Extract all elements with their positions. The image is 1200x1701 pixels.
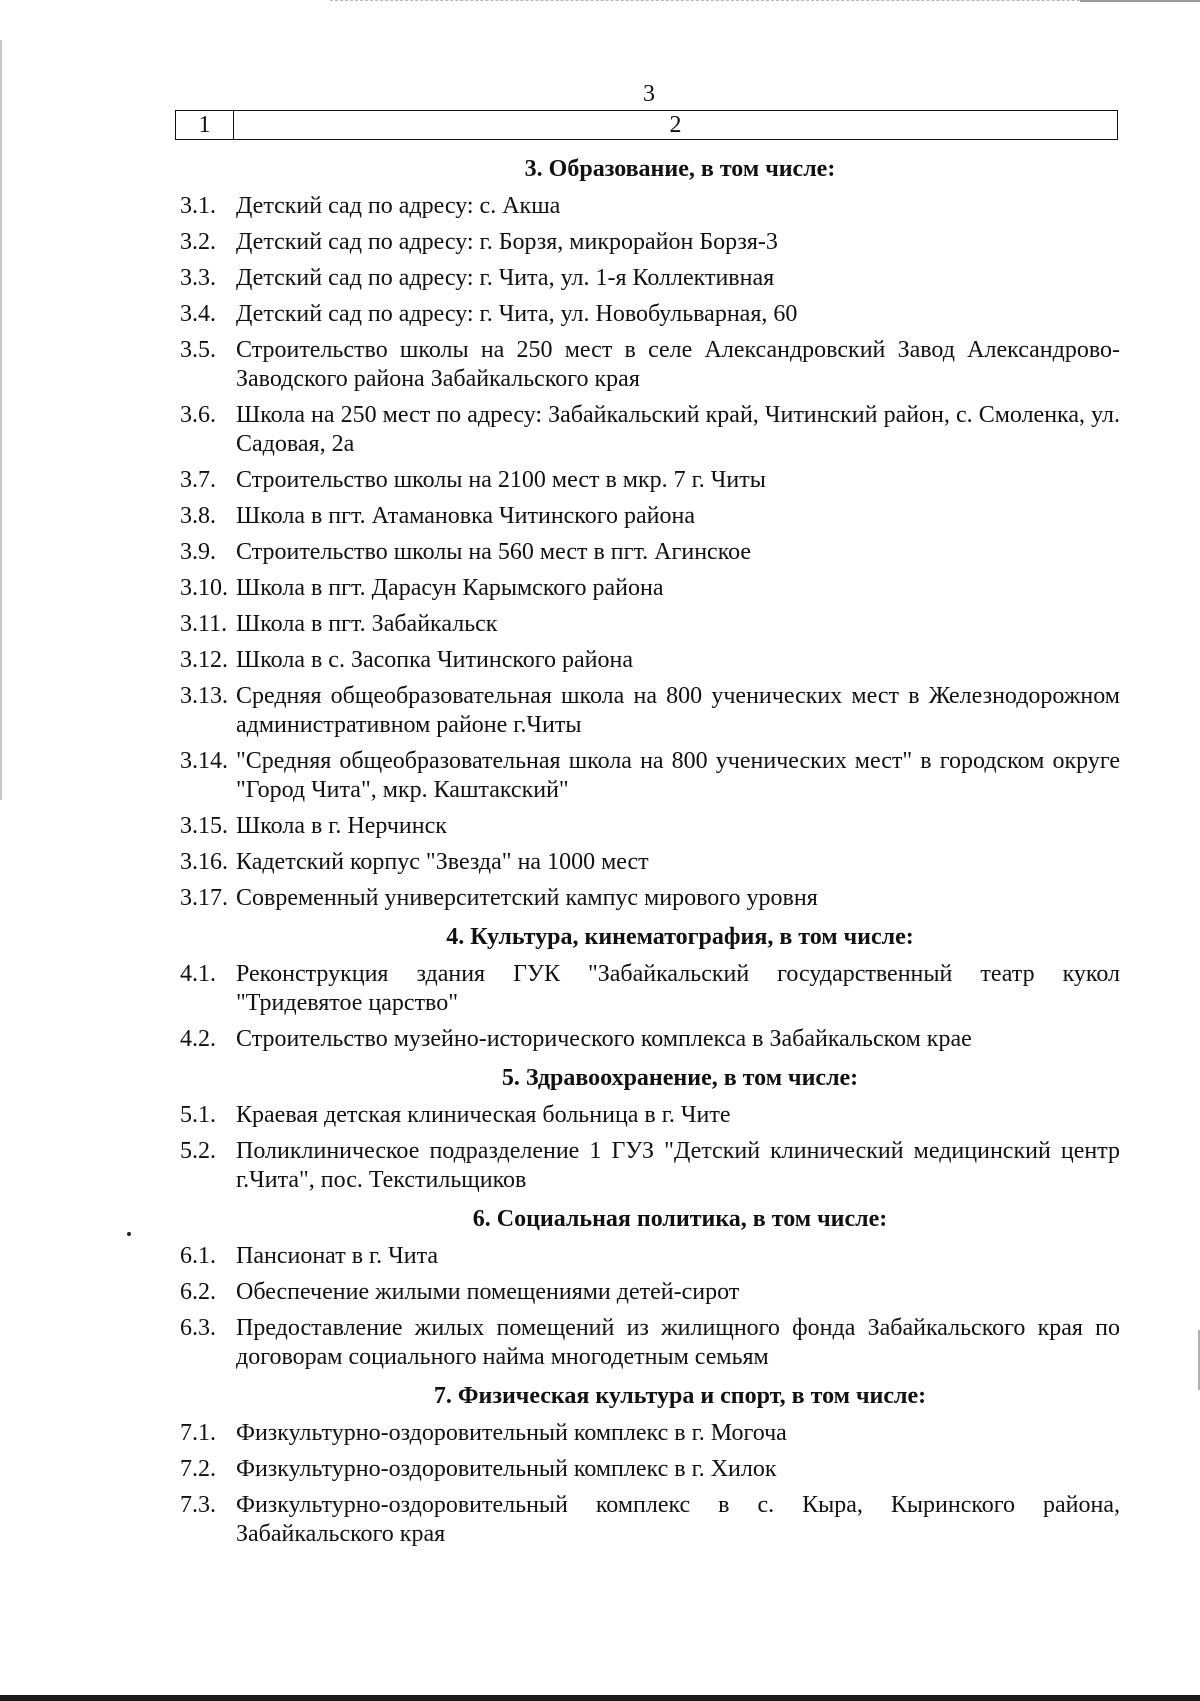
item-number: 3.16. xyxy=(180,849,228,875)
list-item xyxy=(180,502,1120,531)
section-heading: 5. Здравоохранение, в том числе: xyxy=(501,1065,859,1091)
item-text: Кадетский корпус "Звезда" на 1000 мест xyxy=(236,849,649,875)
item-number: 3.1. xyxy=(180,193,216,219)
section xyxy=(180,1379,1120,1549)
list-item xyxy=(180,610,1120,639)
item-text: Школа в с. Засопка Читинского района xyxy=(236,647,634,673)
page-number: 3 xyxy=(643,81,655,107)
item-number: 6.1. xyxy=(180,1243,216,1269)
item-number: 3.14. xyxy=(180,748,228,774)
list-item xyxy=(180,1314,1120,1372)
section-heading: 4. Культура, кинематография, в том числе: xyxy=(446,924,914,950)
item-number: 3.4. xyxy=(180,301,216,327)
section xyxy=(180,1202,1120,1372)
list-item xyxy=(180,1137,1120,1195)
scan-speck xyxy=(127,1232,131,1236)
list-item xyxy=(180,682,1120,740)
list-item xyxy=(180,1025,1120,1054)
item-text: Детский сад по адресу: с. Акша xyxy=(236,193,561,219)
item-text: Детский сад по адресу: г. Чита, ул. Новобульварная, 60 xyxy=(236,301,798,327)
item-text: Физкультурно-оздоровительный комплекс в с. Кыра, Кыринского района, Забайкальского края xyxy=(236,1492,1120,1547)
item-number: 3.2. xyxy=(180,229,216,255)
list-item xyxy=(180,884,1120,913)
list-item xyxy=(180,1419,1120,1448)
item-text: Строительство музейно-исторического комплекса в Забайкальском крае xyxy=(236,1026,972,1052)
item-number: 3.12. xyxy=(180,647,228,673)
item-text: Физкультурно-оздоровительный комплекс в г. Хилок xyxy=(236,1456,777,1482)
item-text: Школа в пгт. Атамановка Читинского района xyxy=(236,503,695,529)
item-number: 3.7. xyxy=(180,467,216,493)
list-item xyxy=(180,192,1120,221)
item-text: Строительство школы на 2100 мест в мкр. 7 г. Читы xyxy=(236,467,766,493)
item-text: Детский сад по адресу: г. Борзя, микрорайон Борзя-3 xyxy=(236,229,778,255)
item-number: 3.3. xyxy=(180,265,216,291)
column-number-header xyxy=(175,110,1118,140)
item-number: 5.1. xyxy=(180,1102,216,1128)
item-text: Строительство школы на 250 мест в селе Александровский Завод Александрово-Заводского района Забайкальского края xyxy=(236,337,1120,392)
item-number: 3.9. xyxy=(180,539,216,565)
list-item xyxy=(180,264,1120,293)
item-text: Школа в пгт. Забайкальск xyxy=(236,611,498,637)
item-number: 7.3. xyxy=(180,1492,216,1518)
item-text: "Средняя общеобразовательная школа на 800 ученических мест" в городском округе "Город Чита", мкр. Каштакский" xyxy=(236,748,1120,803)
item-number: 3.8. xyxy=(180,503,216,529)
list-item xyxy=(180,960,1120,1018)
list-item xyxy=(180,1455,1120,1484)
scan-edge-left xyxy=(0,40,2,800)
list-item xyxy=(180,574,1120,603)
list-item xyxy=(180,466,1120,495)
section xyxy=(180,1061,1120,1195)
list-item xyxy=(180,812,1120,841)
item-number: 3.10. xyxy=(180,575,228,601)
item-text: Средняя общеобразовательная школа на 800 ученических мест в Железнодорожном административном районе г.Читы xyxy=(236,683,1120,738)
item-number: 3.6. xyxy=(180,402,216,428)
column-header-1: 1 xyxy=(176,111,234,140)
scan-edge-top-right xyxy=(1080,0,1200,2)
item-text: Реконструкция здания ГУК "Забайкальский государственный театр кукол "Тридевятое царство" xyxy=(236,961,1120,1016)
item-number: 6.3. xyxy=(180,1315,216,1341)
scan-edge-bottom xyxy=(0,1695,1200,1701)
item-text: Краевая детская клиническая больница в г. Чите xyxy=(236,1102,731,1128)
list-item xyxy=(180,1278,1120,1307)
list-item xyxy=(180,1491,1120,1549)
item-number: 3.5. xyxy=(180,337,216,363)
section-heading: 6. Социальная политика, в том числе: xyxy=(472,1206,888,1232)
section-heading: 3. Образование, в том числе: xyxy=(524,156,836,182)
list-item xyxy=(180,848,1120,877)
item-number: 6.2. xyxy=(180,1279,216,1305)
scan-edge-top xyxy=(330,0,1200,4)
item-text: Физкультурно-оздоровительный комплекс в г. Могоча xyxy=(236,1420,787,1446)
item-number: 7.2. xyxy=(180,1456,216,1482)
item-text: Школа на 250 мест по адресу: Забайкальский край, Читинский район, с. Смоленка, ул. Садовая, 2а xyxy=(236,402,1120,457)
item-text: Поликлиническое подразделение 1 ГУЗ "Детский клинический медицинский центр г.Чита", пос. Текстильщиков xyxy=(236,1138,1120,1193)
item-number: 3.11. xyxy=(180,611,228,637)
list-item xyxy=(180,538,1120,567)
item-text: Строительство школы на 560 мест в пгт. Агинское xyxy=(236,539,752,565)
item-number: 4.1. xyxy=(180,961,216,987)
list-item xyxy=(180,228,1120,257)
item-text: Обеспечение жилыми помещениями детей-сирот xyxy=(236,1279,740,1305)
list-item xyxy=(180,401,1120,459)
item-text: Школа в пгт. Дарасун Карымского района xyxy=(236,575,664,601)
list-item xyxy=(180,747,1120,805)
item-text: Детский сад по адресу: г. Чита, ул. 1-я Коллективная xyxy=(236,265,775,291)
item-number: 4.2. xyxy=(180,1026,216,1052)
item-number: 3.13. xyxy=(180,683,228,709)
section xyxy=(180,920,1120,1054)
item-text: Школа в г. Нерчинск xyxy=(236,813,447,839)
list-item xyxy=(180,1242,1120,1271)
list-item xyxy=(180,1101,1120,1130)
item-number: 3.17. xyxy=(180,885,228,911)
section-heading: 7. Физическая культура и спорт, в том числе: xyxy=(433,1383,927,1409)
list-item xyxy=(180,300,1120,329)
item-number: 5.2. xyxy=(180,1138,216,1164)
document-body xyxy=(180,152,1120,1556)
item-number: 7.1. xyxy=(180,1420,216,1446)
item-text: Предоставление жилых помещений из жилищного фонда Забайкальского края по договорам социального найма многодетным семьям xyxy=(236,1315,1120,1370)
item-text: Современный университетский кампус мирового уровня xyxy=(236,885,818,911)
item-text: Пансионат в г. Чита xyxy=(236,1243,439,1269)
list-item xyxy=(180,336,1120,394)
column-header-2: 2 xyxy=(234,111,1118,140)
item-number: 3.15. xyxy=(180,813,228,839)
section xyxy=(180,152,1120,913)
list-item xyxy=(180,646,1120,675)
